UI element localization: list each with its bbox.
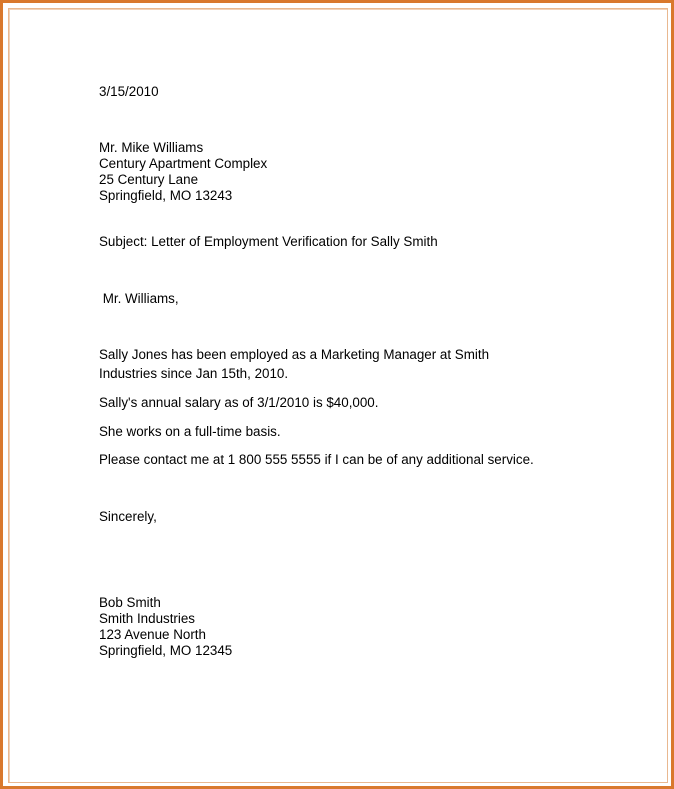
sender-street: 123 Avenue North [99,627,206,642]
recipient-city: Springfield, MO 13243 [99,188,233,203]
letter-date: 3/15/2010 [99,84,159,99]
letter-salutation: Mr. Williams, [99,291,179,306]
body-paragraph-1-line-1: Sally Jones has been employed as a Marketing Manager at Smith [99,347,490,362]
body-paragraph-1 [99,347,489,382]
sender-name: Bob Smith [99,595,161,610]
recipient-address [99,140,267,204]
recipient-street: 25 Century Lane [99,172,199,187]
letter-subject: Subject: Letter of Employment Verification for Sally Smith [99,234,438,249]
sender-company: Smith Industries [99,611,196,626]
body-paragraph-4: Please contact me at 1 800 555 5555 if I can be of any additional service. [99,452,534,467]
letter-closing: Sincerely, [99,509,157,524]
body-paragraph-3: She works on a full-time basis. [99,424,281,439]
body-paragraph-2: Sally's annual salary as of 3/1/2010 is $40,000. [99,395,379,410]
sender-city: Springfield, MO 12345 [99,643,233,658]
sender-address [99,595,232,659]
body-paragraph-1-line-2: Industries since Jan 15th, 2010. [99,366,289,381]
recipient-name: Mr. Mike Williams [99,140,204,155]
recipient-company: Century Apartment Complex [99,156,268,171]
